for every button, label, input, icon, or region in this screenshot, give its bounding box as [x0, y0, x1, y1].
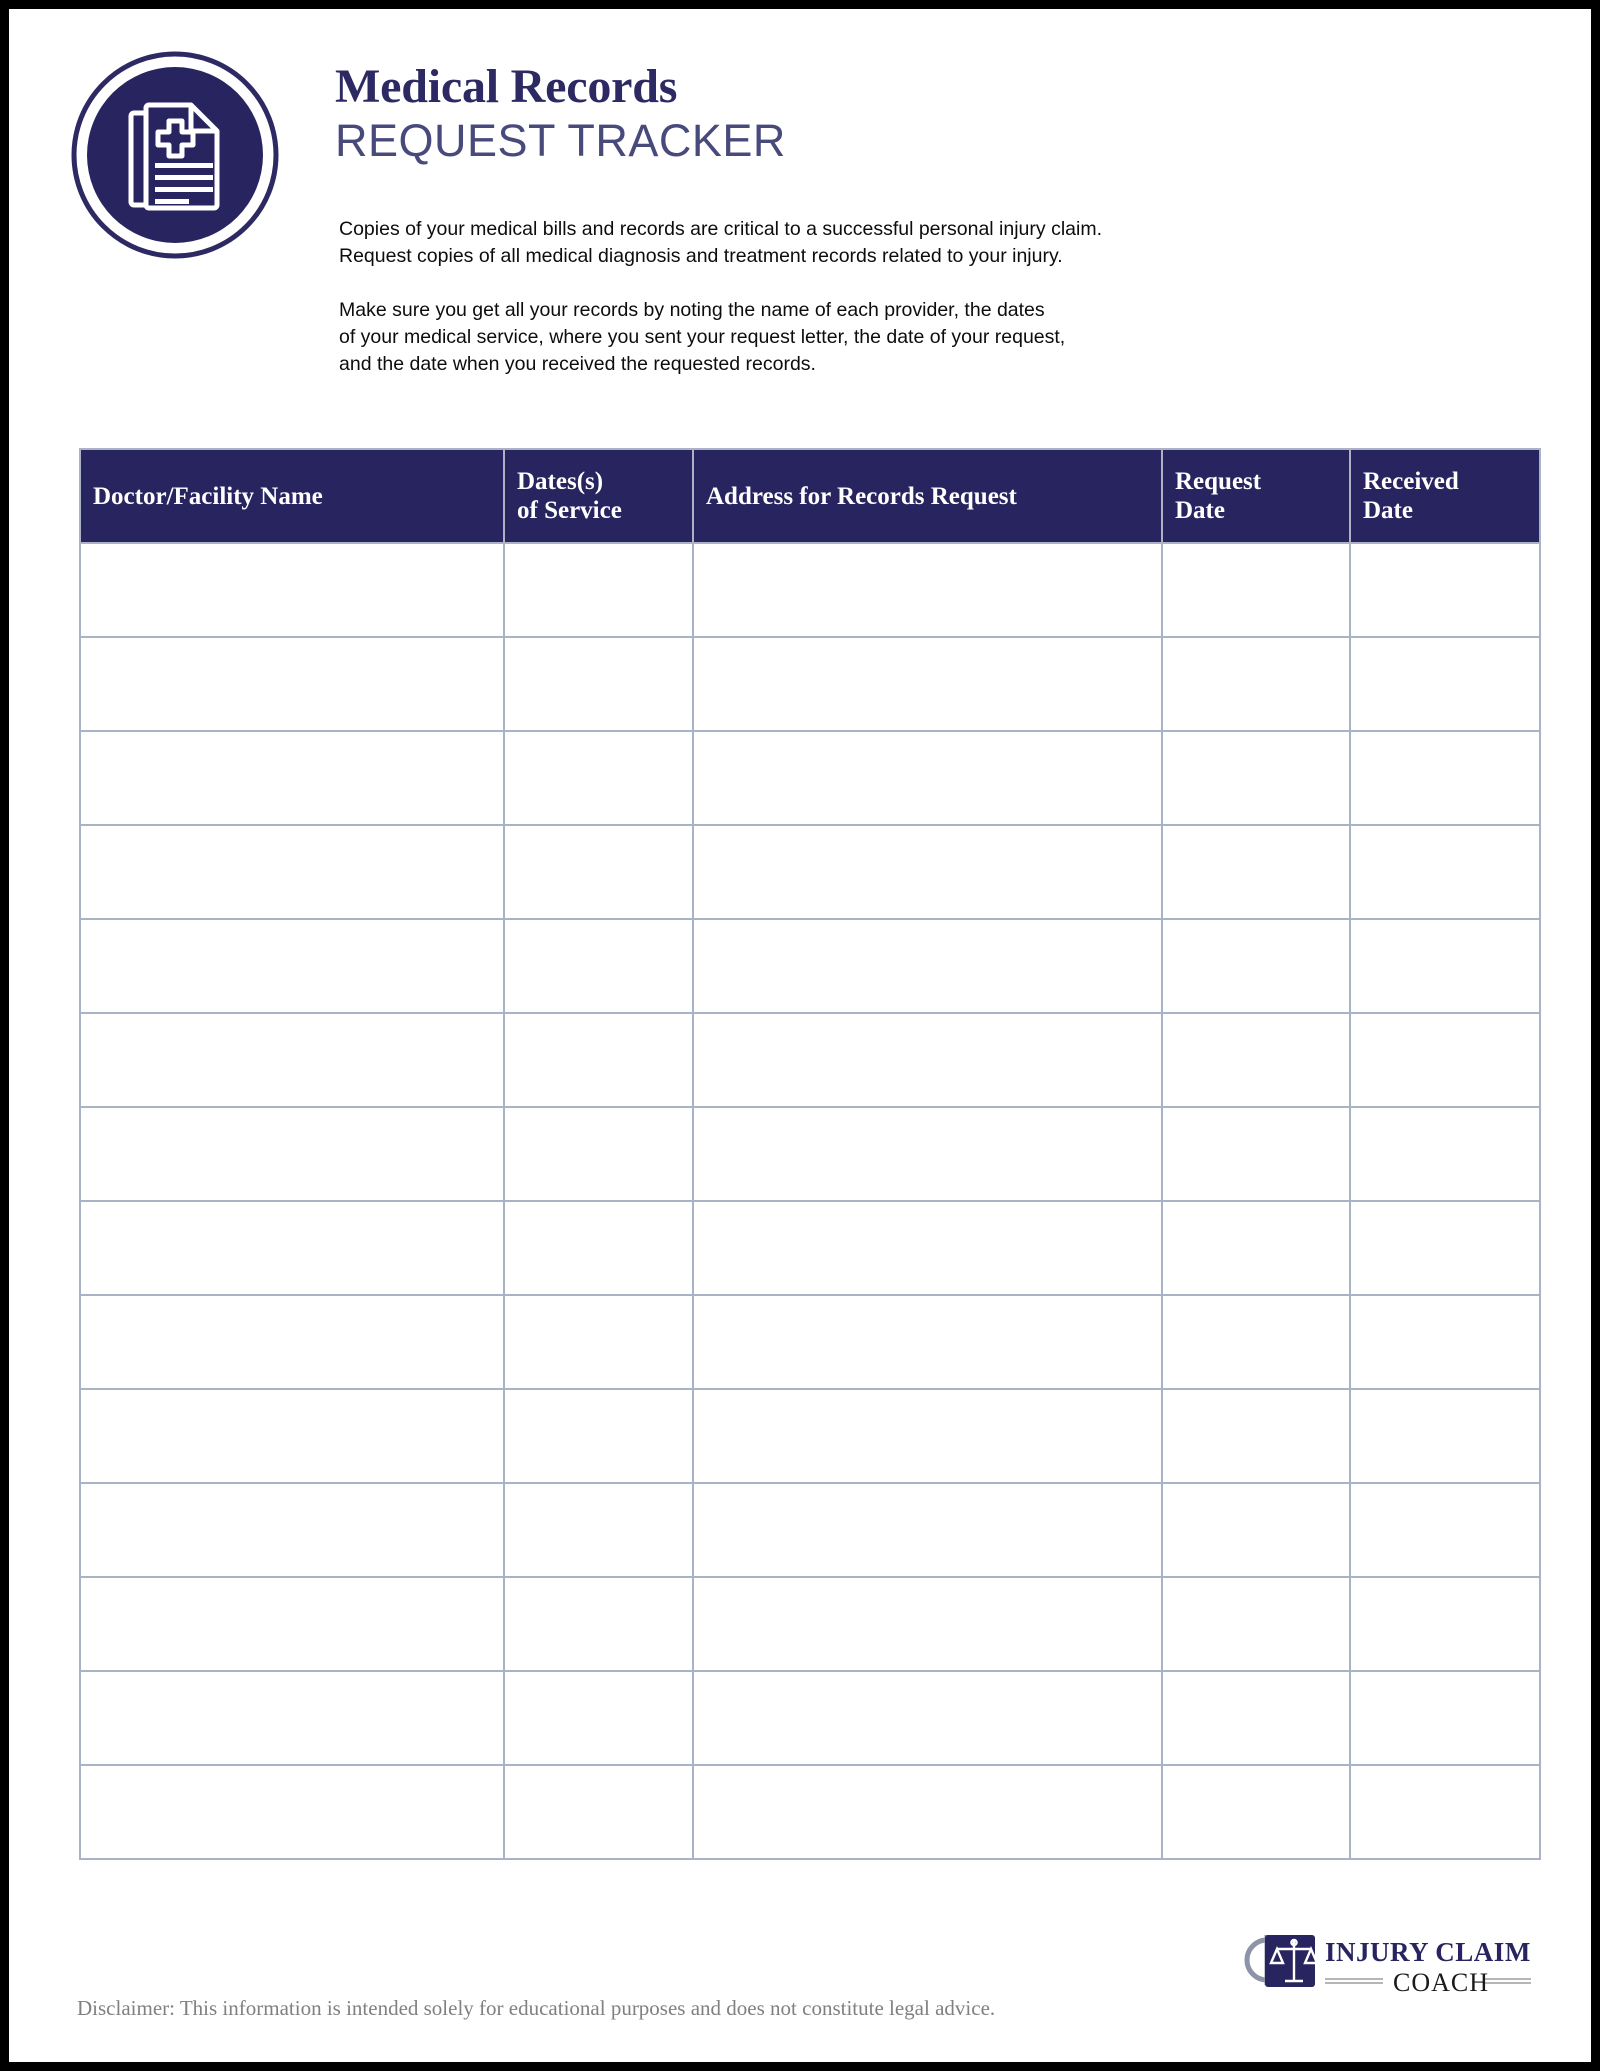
- table-cell-address[interactable]: [693, 637, 1162, 731]
- intro-p2-line-2: of your medical service, where you sent your request letter, the date of your request,: [339, 326, 1066, 348]
- table-cell-received[interactable]: [1350, 1671, 1540, 1765]
- medical-records-document-icon: [71, 51, 279, 259]
- table-cell-dates[interactable]: [504, 1765, 693, 1859]
- table-cell-dates[interactable]: [504, 1577, 693, 1671]
- intro-p2-line-3: and the date when you received the requested records.: [339, 353, 816, 375]
- table-cell-request[interactable]: [1162, 1765, 1350, 1859]
- intro-text: [339, 216, 1399, 378]
- table-row[interactable]: [80, 1013, 1540, 1107]
- table-cell-dates[interactable]: [504, 543, 693, 637]
- table-row[interactable]: [80, 1107, 1540, 1201]
- table-cell-dates[interactable]: [504, 1671, 693, 1765]
- column-header-dates-line-1: Dates(s): [517, 468, 604, 495]
- table-row[interactable]: [80, 1295, 1540, 1389]
- table-cell-request[interactable]: [1162, 731, 1350, 825]
- table-cell-address[interactable]: [693, 1107, 1162, 1201]
- table-cell-dates[interactable]: [504, 919, 693, 1013]
- table-header-row: [80, 449, 1540, 543]
- intro-p2-line-1: Make sure you get all your records by noting the name of each provider, the dates: [339, 299, 1045, 321]
- column-header-received-line-2: Date: [1363, 497, 1413, 524]
- table-row[interactable]: [80, 919, 1540, 1013]
- intro-paragraph-2: [339, 297, 1399, 378]
- table-cell-dates[interactable]: [504, 1389, 693, 1483]
- table-row[interactable]: [80, 1483, 1540, 1577]
- table-cell-address[interactable]: [693, 731, 1162, 825]
- table-row[interactable]: [80, 1765, 1540, 1859]
- table-cell-dates[interactable]: [504, 1483, 693, 1577]
- table-cell-doctor[interactable]: [80, 1577, 504, 1671]
- records-request-table: [79, 448, 1541, 1860]
- table-cell-received[interactable]: [1350, 543, 1540, 637]
- table-body: [80, 543, 1540, 1859]
- brand-name-line-2: COACH: [1393, 1968, 1490, 1997]
- table-cell-request[interactable]: [1162, 1671, 1350, 1765]
- column-header-address: [693, 449, 1162, 543]
- table-cell-doctor[interactable]: [80, 1295, 504, 1389]
- table-cell-received[interactable]: [1350, 1765, 1540, 1859]
- table-cell-doctor[interactable]: [80, 1483, 504, 1577]
- table-cell-address[interactable]: [693, 1201, 1162, 1295]
- intro-paragraph-1: [339, 216, 1399, 270]
- table-cell-address[interactable]: [693, 1671, 1162, 1765]
- table-cell-doctor[interactable]: [80, 1389, 504, 1483]
- table-cell-address[interactable]: [693, 1013, 1162, 1107]
- table-cell-received[interactable]: [1350, 825, 1540, 919]
- table-cell-dates[interactable]: [504, 731, 693, 825]
- table-cell-received[interactable]: [1350, 919, 1540, 1013]
- table-cell-received[interactable]: [1350, 1295, 1540, 1389]
- table-cell-request[interactable]: [1162, 1013, 1350, 1107]
- table-cell-dates[interactable]: [504, 1295, 693, 1389]
- table-cell-dates[interactable]: [504, 637, 693, 731]
- column-header-request-date: [1162, 449, 1350, 543]
- table-cell-doctor[interactable]: [80, 637, 504, 731]
- table-row[interactable]: [80, 637, 1540, 731]
- intro-p1-line-1: Copies of your medical bills and records are critical to a successful personal injury claim.: [339, 218, 1102, 240]
- title-subtitle: REQUEST TRACKER: [335, 115, 786, 166]
- table-row[interactable]: [80, 1201, 1540, 1295]
- table-cell-address[interactable]: [693, 1577, 1162, 1671]
- table-row[interactable]: [80, 825, 1540, 919]
- column-header-address-line-1: Address for Records Request: [706, 482, 1017, 510]
- column-header-received-line-1: Received: [1363, 468, 1459, 495]
- injury-claim-coach-logo: [1243, 1927, 1533, 2011]
- table-header: [80, 449, 1540, 543]
- table-cell-request[interactable]: [1162, 1201, 1350, 1295]
- intro-p1-line-2: Request copies of all medical diagnosis and treatment records related to your injury.: [339, 245, 1063, 267]
- column-header-doctor-line-1: Doctor/Facility Name: [93, 482, 323, 510]
- table-cell-doctor[interactable]: [80, 1671, 504, 1765]
- table-cell-doctor[interactable]: [80, 731, 504, 825]
- table-cell-request[interactable]: [1162, 543, 1350, 637]
- table-cell-address[interactable]: [693, 1765, 1162, 1859]
- table-cell-received[interactable]: [1350, 731, 1540, 825]
- table-cell-doctor[interactable]: [80, 919, 504, 1013]
- table-cell-request[interactable]: [1162, 1295, 1350, 1389]
- table-cell-doctor[interactable]: [80, 543, 504, 637]
- table-cell-request[interactable]: [1162, 1483, 1350, 1577]
- document-footer: [9, 1879, 1591, 2062]
- table-cell-request[interactable]: [1162, 637, 1350, 731]
- table-cell-address[interactable]: [693, 543, 1162, 637]
- table-cell-received[interactable]: [1350, 1577, 1540, 1671]
- table-cell-address[interactable]: [693, 1389, 1162, 1483]
- disclaimer-text: Disclaimer: This information is intended solely for educational purposes and does not constitute legal advice.: [77, 1996, 996, 2020]
- column-header-dates-line-2: of Service: [517, 497, 622, 524]
- table-cell-address[interactable]: [693, 1483, 1162, 1577]
- table-cell-request[interactable]: [1162, 825, 1350, 919]
- table-cell-dates[interactable]: [504, 1107, 693, 1201]
- page-title: [335, 61, 1435, 167]
- document-header: [9, 9, 1591, 409]
- column-header-dates: [504, 449, 693, 543]
- table-cell-request[interactable]: [1162, 1389, 1350, 1483]
- title-main: Medical Records: [335, 60, 678, 113]
- table-cell-dates[interactable]: [504, 1013, 693, 1107]
- table-cell-address[interactable]: [693, 1295, 1162, 1389]
- table-row[interactable]: [80, 731, 1540, 825]
- table-row[interactable]: [80, 1671, 1540, 1765]
- table-cell-doctor[interactable]: [80, 1107, 504, 1201]
- table-row[interactable]: [80, 543, 1540, 637]
- table-cell-request[interactable]: [1162, 1107, 1350, 1201]
- table-cell-doctor[interactable]: [80, 825, 504, 919]
- document-page: [9, 9, 1591, 2062]
- table-cell-address[interactable]: [693, 919, 1162, 1013]
- table-cell-received[interactable]: [1350, 637, 1540, 731]
- table-cell-received[interactable]: [1350, 1107, 1540, 1201]
- column-header-doctor: [80, 449, 504, 543]
- table-cell-received[interactable]: [1350, 1483, 1540, 1577]
- column-header-request-line-2: Date: [1175, 497, 1225, 524]
- table-cell-received[interactable]: [1350, 1201, 1540, 1295]
- column-header-received-date: [1350, 449, 1540, 543]
- table-row[interactable]: [80, 1577, 1540, 1671]
- table-cell-doctor[interactable]: [80, 1765, 504, 1859]
- table-cell-dates[interactable]: [504, 825, 693, 919]
- table-cell-doctor[interactable]: [80, 1013, 504, 1107]
- table-cell-request[interactable]: [1162, 919, 1350, 1013]
- table-cell-doctor[interactable]: [80, 1201, 504, 1295]
- table-cell-dates[interactable]: [504, 1201, 693, 1295]
- table-cell-address[interactable]: [693, 825, 1162, 919]
- table-row[interactable]: [80, 1389, 1540, 1483]
- table-cell-received[interactable]: [1350, 1389, 1540, 1483]
- brand-name-line-1: INJURY CLAIM: [1325, 1937, 1531, 1967]
- table-cell-received[interactable]: [1350, 1013, 1540, 1107]
- column-header-request-line-1: Request: [1175, 468, 1262, 495]
- table-cell-request[interactable]: [1162, 1577, 1350, 1671]
